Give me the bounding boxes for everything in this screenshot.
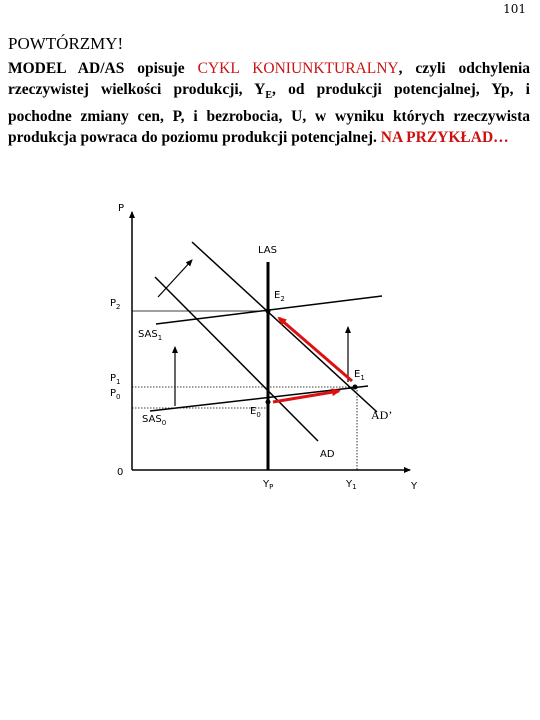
p1-label: $P_1$	[110, 373, 121, 386]
yp-label: $Y_P$	[263, 479, 274, 491]
e2-label: $E_2$	[274, 290, 285, 303]
axis-y-label: P	[118, 203, 125, 214]
para-part-3: , od produkcji potencjalnej, Yp, i pochodne zmiany cen, P, i bezrobocia, U, w wyniku których rzeczywista produkcja powraca do poziomu produkcji potencjalnej.	[8, 81, 530, 147]
y1-label: $Y_1$	[346, 479, 357, 491]
p0-label: $P_0$	[110, 388, 121, 401]
ad-prime-curve	[192, 242, 377, 412]
sas0-label: $SAS_0$	[142, 414, 167, 427]
heading: POWTÓRZMY!	[8, 34, 124, 53]
ad-label: AD	[320, 449, 335, 460]
sas1-label: $SAS_1$	[138, 329, 163, 342]
axis-x-label: Y	[411, 481, 418, 492]
sas0-curve	[150, 386, 368, 411]
ad-prime-label: AD’	[371, 408, 393, 422]
ad-curve	[155, 277, 318, 441]
ad-shift-arrow-1	[158, 260, 192, 297]
e0-label: $E_0$	[250, 406, 261, 419]
page-number: 101	[503, 2, 526, 16]
para-part-1: MODEL AD/AS opisuje	[8, 60, 198, 77]
e1-point	[353, 385, 358, 390]
origin-label: 0	[117, 467, 124, 478]
e0-point	[266, 400, 271, 405]
e2-point	[266, 309, 271, 314]
p2-label: $P_2$	[110, 298, 121, 311]
e1-label: $E_1$	[354, 369, 365, 382]
example-label: NA PRZYKŁAD…	[380, 129, 509, 147]
para-part-2: , czyli odchylenia rzeczywistej wielkości produkcji, Y	[8, 60, 531, 98]
business-cycle-term: CYKL KONIUNKTURALNY	[197, 60, 399, 77]
ye-subscript: E	[265, 90, 273, 102]
las-label: LAS	[258, 245, 277, 256]
